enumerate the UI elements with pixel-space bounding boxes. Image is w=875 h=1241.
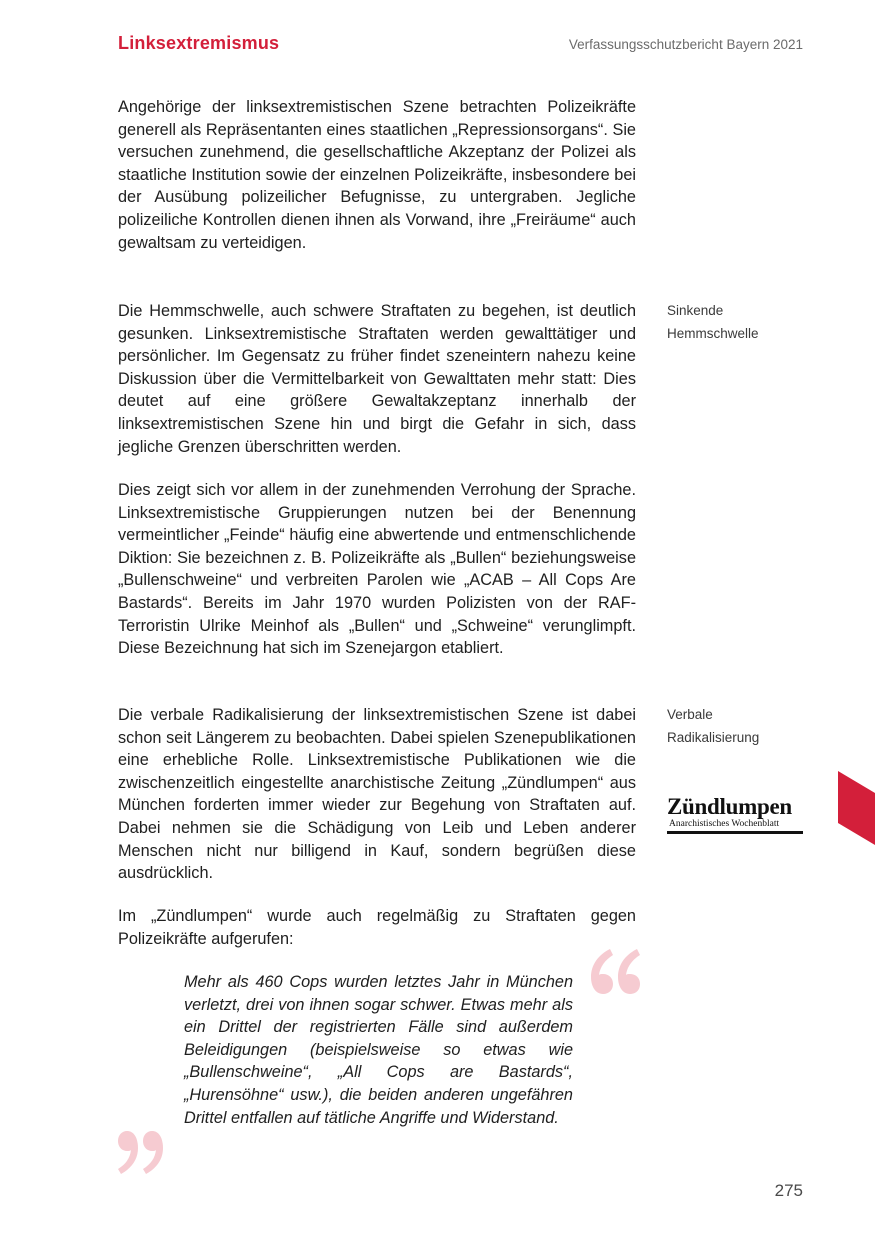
margin-note-line: Verbale bbox=[667, 707, 713, 722]
quote-open-icon bbox=[588, 945, 642, 1001]
chapter-tab-marker bbox=[838, 771, 875, 845]
paragraph-inhibition-threshold: Die Hemmschwelle, auch schwere Straftaten zu begehen, ist deutlich gesunken. Linksextremistische Straftaten werden gewalttätiger und persönlicher. Im Gegensatz zu früher findet szeneintern nahezu keine Diskussion über die Vermittelbarkeit von Gewalttaten mehr statt: Dies deutet auf eine größere Gewaltakzeptanz innerhalb der linksextremistischen Szene hin und birgt die Gefahr in sich, dass jegliche Grenzen überschritten werden. bbox=[118, 302, 636, 456]
margin-note-line: Radikalisierung bbox=[667, 729, 760, 745]
zuendlumpen-logo bbox=[667, 795, 803, 834]
logo-subtitle: Anarchistisches Wochenblatt bbox=[667, 819, 803, 834]
margin-note-line: Hemmschwelle bbox=[667, 325, 759, 341]
paragraph-verbal-radicalization: Die verbale Radikalisierung der linksextremistischen Szene ist dabei schon seit Längerem zu beobachten. Dabei spielen Szenepublikationen eine erhebliche Rolle. Linksextremistische Publikationen wie die zwischenzeitlich eingestellte anarchistische Zeitung „Zündlumpen“ aus München forderten immer wieder zur Begehung von Straftaten auf. Dabei nehmen sie die Schädigung von Leib und Leben anderer Menschen nicht nur billigend in Kauf, sondern begrüßen diese ausdrücklich. bbox=[118, 706, 636, 883]
margin-note-radikalisierung bbox=[667, 704, 817, 749]
page-number: 275 bbox=[774, 1181, 803, 1200]
paragraph-police-representatives: Angehörige der linksextremistischen Szene betrachten Polizeikräfte generell als Repräsentanten eines staatlichen „Repressionsorgans“. Sie versuchen zunehmend, die gesellschaftliche Akzeptanz der Polizei als staatliche Institution sowie der einzelnen Polizeikräfte, insbesondere bei der Ausübung polizeilicher Befugnisse, zu untergraben. Jegliche polizeiliche Kontrollen dienen ihnen als Vorwand, ihre „Freiräume“ auch gewaltsam zu verteidigen. bbox=[118, 98, 636, 252]
paragraph-language-brutalization: Dies zeigt sich vor allem in der zunehmenden Verrohung der Sprache. Linksextremistische Gruppierungen nutzen bei der Benennung vermeintlicher „Feinde“ häufig eine abwertende und entmenschlichende Diktion: Sie bezeichnen z. B. Polizeikräfte als „Bullen“ beziehungsweise „Bullenschweine“ und verbreiten Parolen wie „ACAB – All Cops Are Bastards“. Bereits im Jahr 1970 wurden Polizisten von der RAF-Terroristin Ulrike Meinhof als „Bullen“ und „Schweine“ verunglimpft. Diese Bezeichnung hat sich im Szenejargon etabliert. bbox=[118, 481, 636, 658]
margin-note-line: Sinkende bbox=[667, 303, 724, 318]
section-title: Linksextremismus bbox=[118, 33, 280, 53]
logo-title: Zündlumpen bbox=[667, 794, 792, 819]
margin-note-hemmschwelle bbox=[667, 300, 817, 345]
report-title: Verfassungsschutzbericht Bayern 2021 bbox=[568, 37, 803, 52]
quote-close-icon bbox=[117, 1126, 167, 1178]
paragraph-quote-intro: Im „Zündlumpen“ wurde auch regelmäßig zu Straftaten gegen Polizeikräfte aufgerufen: bbox=[118, 907, 636, 948]
block-quote: Mehr als 460 Cops wurden letztes Jahr in München verletzt, drei von ihnen sogar schwer. Etwas mehr als ein Drittel der registrierten Fälle sind außerdem Beleidigungen (beispielsweise so etwas wie „Bullenschweine“, „All Cops are Bastards“, „Hurensöhne“ usw.), die beiden anderen ungefähren Drittel entfallen auf tätliche Angriffe und Widerstand. bbox=[184, 973, 573, 1127]
